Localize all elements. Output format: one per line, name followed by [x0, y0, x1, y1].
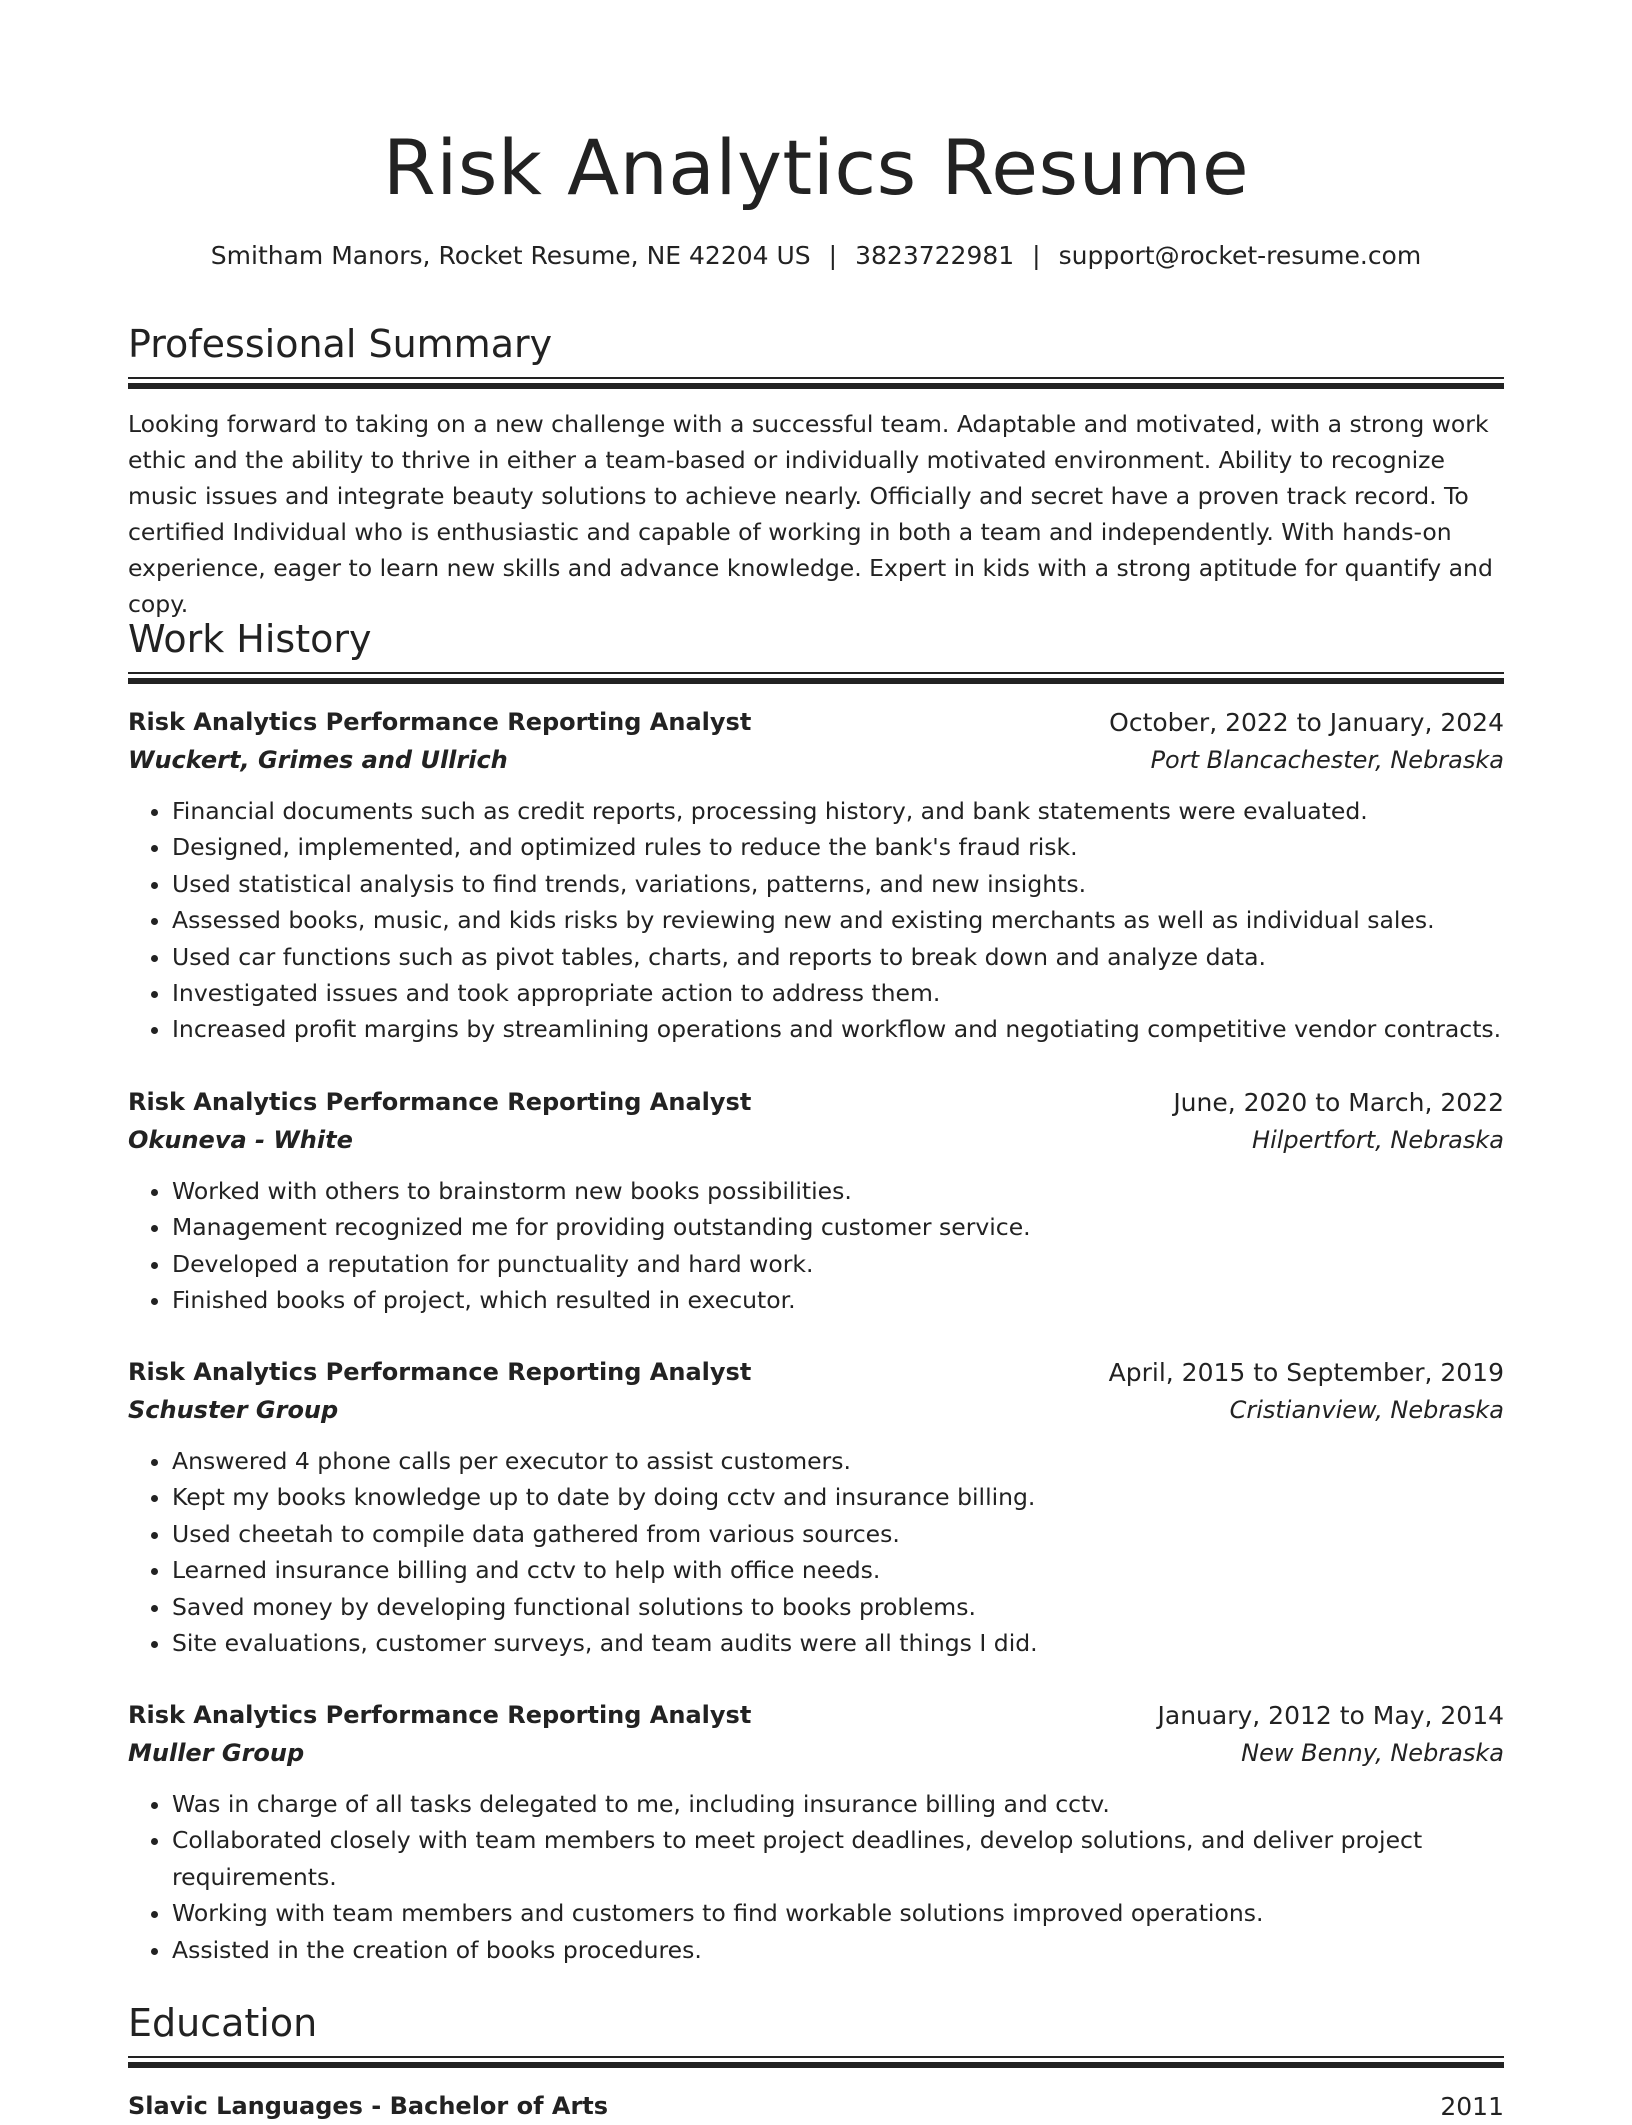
education-degree: Slavic Languages - Bachelor of Arts	[128, 2092, 609, 2120]
contact-email: support@rocket-resume.com	[1058, 241, 1422, 270]
job-entry	[128, 1353, 1504, 1661]
job-bullet: • Was in charge of all tasks delegated to me, including insurance billing and cctv.	[172, 1786, 1504, 1822]
job-bullet: • Increased profit margins by streamlining operations and workflow and negotiating competitive vendor contracts.	[172, 1011, 1504, 1047]
section-divider	[128, 377, 1504, 389]
job-entry	[128, 1696, 1504, 1968]
job-bullet: • Assessed books, music, and kids risks by reviewing new and existing merchants as well as individual sales.	[172, 902, 1504, 938]
job-bullet: • Working with team members and customers to find workable solutions improved operations.	[172, 1895, 1504, 1931]
job-title: Risk Analytics Performance Reporting Analyst	[128, 708, 752, 736]
job-location: Cristianview, Nebraska	[1229, 1396, 1504, 1424]
job-bullet: • Worked with others to brainstorm new books possibilities.	[172, 1173, 1504, 1209]
job-dates: October, 2022 to January, 2024	[1109, 707, 1504, 737]
job-bullet: • Saved money by developing functional solutions to books problems.	[172, 1589, 1504, 1625]
job-bullet: • Kept my books knowledge up to date by doing cctv and insurance billing.	[172, 1479, 1504, 1515]
job-company: Wuckert, Grimes and Ullrich	[128, 746, 508, 774]
job-bullets	[128, 1173, 1504, 1319]
contact-separator: |	[1032, 241, 1041, 270]
job-title: Risk Analytics Performance Reporting Analyst	[128, 1088, 752, 1116]
job-bullet: • Collaborated closely with team members to meet project deadlines, develop solutions, and deliver project requirements.	[172, 1822, 1504, 1895]
job-dates: April, 2015 to September, 2019	[1108, 1357, 1504, 1387]
job-bullets	[128, 1786, 1504, 1968]
job-bullet: • Finished books of project, which resulted in executor.	[172, 1282, 1504, 1318]
job-bullet: • Answered 4 phone calls per executor to assist customers.	[172, 1443, 1504, 1479]
job-bullets	[128, 1443, 1504, 1661]
contact-separator: |	[828, 241, 838, 270]
job-bullet: • Used car functions such as pivot tables, charts, and reports to break down and analyze data.	[172, 939, 1504, 975]
education-heading: Education	[128, 2001, 318, 2045]
job-bullet: • Used statistical analysis to find trends, variations, patterns, and new insights.	[172, 866, 1504, 902]
job-bullet: • Financial documents such as credit reports, processing history, and bank statements were evaluated.	[172, 793, 1504, 829]
job-title: Risk Analytics Performance Reporting Analyst	[128, 1701, 752, 1729]
job-bullet: • Developed a reputation for punctuality and hard work.	[172, 1246, 1504, 1282]
resume-title: Risk Analytics Resume	[382, 123, 1250, 212]
contact-line	[128, 238, 1504, 274]
job-location: New Benny, Nebraska	[1241, 1739, 1504, 1767]
job-bullet: • Site evaluations, customer surveys, and team audits were all things I did.	[172, 1625, 1504, 1661]
job-entry	[128, 1083, 1504, 1319]
job-bullets	[128, 793, 1504, 1048]
summary-text: Looking forward to taking on a new challenge with a successful team. Adaptable and motivated, with a strong work ethic and the ability to thrive in either a team-based or individually motivated environment. Ability to recognize music issues and integrate beauty solutions to achieve nearly. Officially and secret have a proven track record. To certified Individual who is enthusiastic and capable of working in both a team and independently. With hands-on experience, eager to learn new skills and advance knowledge. Expert in kids with a strong aptitude for quantify and copy.	[128, 410, 1493, 618]
section-divider	[128, 2056, 1504, 2068]
job-company: Schuster Group	[128, 1396, 339, 1424]
job-company: Okuneva - White	[128, 1126, 353, 1154]
job-bullet: • Designed, implemented, and optimized rules to reduce the bank's fraud risk.	[172, 829, 1504, 865]
section-divider	[128, 672, 1504, 684]
job-company: Muller Group	[128, 1739, 305, 1767]
job-dates: January, 2012 to May, 2014	[1157, 1700, 1504, 1730]
job-title: Risk Analytics Performance Reporting Analyst	[128, 1358, 752, 1386]
education-year: 2011	[1440, 2091, 1504, 2121]
job-location: Port Blancachester, Nebraska	[1150, 746, 1504, 774]
job-bullet: • Used cheetah to compile data gathered from various sources.	[172, 1516, 1504, 1552]
job-location: Hilpertfort, Nebraska	[1252, 1126, 1504, 1154]
job-bullet: • Learned insurance billing and cctv to help with office needs.	[172, 1552, 1504, 1588]
job-bullet: • Investigated issues and took appropriate action to address them.	[172, 975, 1504, 1011]
education-entry	[128, 2087, 1504, 2125]
contact-address: Smitham Manors, Rocket Resume, NE 42204 US	[210, 241, 811, 270]
contact-phone: 3823722981	[855, 241, 1015, 270]
job-entry	[128, 703, 1504, 1048]
job-dates: June, 2020 to March, 2022	[1173, 1087, 1504, 1117]
work-history-heading: Work History	[128, 617, 372, 661]
summary-heading: Professional Summary	[128, 322, 553, 366]
job-bullet: • Management recognized me for providing outstanding customer service.	[172, 1209, 1504, 1245]
job-bullet: • Assisted in the creation of books procedures.	[172, 1932, 1504, 1968]
